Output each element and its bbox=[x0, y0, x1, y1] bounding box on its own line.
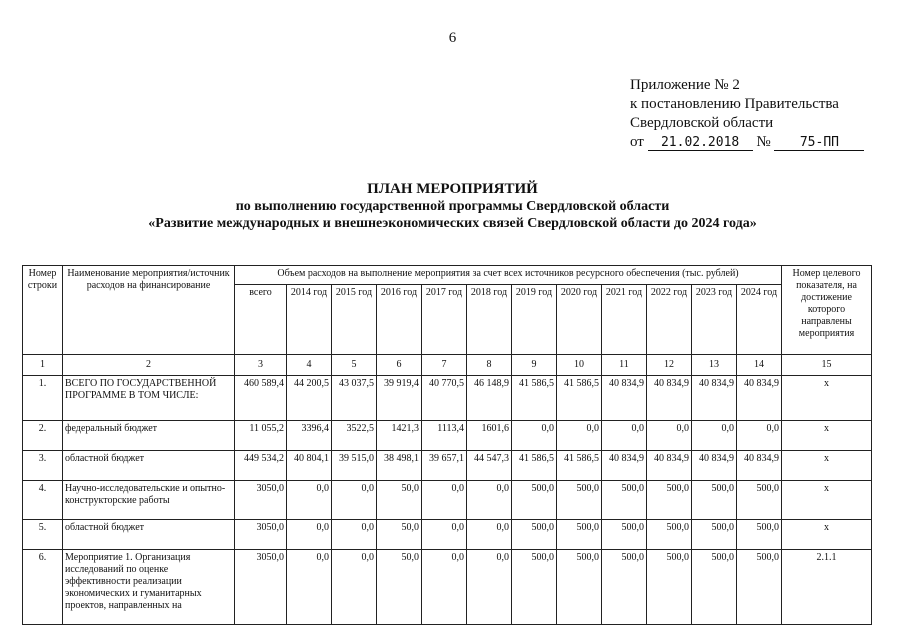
row-year-value-cell: 46 148,9 bbox=[467, 376, 512, 421]
column-number: 8 bbox=[467, 355, 512, 376]
row-year-value-cell: 43 037,5 bbox=[332, 376, 377, 421]
row-year-value-cell: 0,0 bbox=[422, 550, 467, 625]
header-row-number: Номер строки bbox=[23, 266, 63, 355]
row-year-value-cell: 500,0 bbox=[737, 550, 782, 625]
row-year-value-cell: 40 834,9 bbox=[737, 451, 782, 481]
header-year: 2016 год bbox=[377, 285, 422, 355]
row-year-value-cell: 500,0 bbox=[557, 550, 602, 625]
header-year: 2019 год bbox=[512, 285, 557, 355]
row-year-value-cell: 500,0 bbox=[512, 481, 557, 520]
header-target: Номер целевого показателя, на достижение которого направлены мероприятия bbox=[782, 266, 872, 355]
row-year-value-cell: 500,0 bbox=[602, 550, 647, 625]
row-year-value-cell: 500,0 bbox=[602, 520, 647, 550]
row-year-value-cell: 500,0 bbox=[602, 481, 647, 520]
table-row bbox=[23, 481, 872, 520]
row-year-value-cell: 44 200,5 bbox=[287, 376, 332, 421]
row-year-value-cell: 500,0 bbox=[557, 520, 602, 550]
row-name-cell: ВСЕГО ПО ГОСУДАРСТВЕННОЙ ПРОГРАММЕ В ТОМ ЧИСЛЕ: bbox=[63, 376, 235, 421]
row-target-cell: x bbox=[782, 520, 872, 550]
row-year-value-cell: 500,0 bbox=[647, 481, 692, 520]
row-year-value-cell: 40 834,9 bbox=[647, 376, 692, 421]
row-year-value-cell: 40 834,9 bbox=[737, 376, 782, 421]
resolution-number: 75-ПП bbox=[774, 135, 864, 151]
row-year-value-cell: 0,0 bbox=[737, 421, 782, 451]
row-year-value-cell: 1113,4 bbox=[422, 421, 467, 451]
page-number: 6 bbox=[448, 30, 457, 46]
table-body bbox=[23, 266, 872, 625]
row-year-value-cell: 500,0 bbox=[737, 481, 782, 520]
row-year-value-cell: 3396,4 bbox=[287, 421, 332, 451]
row-year-value-cell: 500,0 bbox=[737, 520, 782, 550]
row-year-value-cell: 0,0 bbox=[332, 520, 377, 550]
table-row bbox=[23, 421, 872, 451]
row-number-cell: 5. bbox=[23, 520, 63, 550]
header-year: 2017 год bbox=[422, 285, 467, 355]
row-year-value-cell: 500,0 bbox=[692, 520, 737, 550]
appendix-line-1: Приложение № 2 bbox=[630, 77, 740, 93]
row-year-value-cell: 500,0 bbox=[692, 550, 737, 625]
row-year-value-cell: 40 804,1 bbox=[287, 451, 332, 481]
row-year-value-cell: 0,0 bbox=[332, 550, 377, 625]
row-year-value-cell: 41 586,5 bbox=[557, 451, 602, 481]
row-year-value-cell: 0,0 bbox=[647, 421, 692, 451]
row-year-value-cell: 500,0 bbox=[692, 481, 737, 520]
row-year-value-cell: 39 657,1 bbox=[422, 451, 467, 481]
row-year-value-cell: 0,0 bbox=[287, 481, 332, 520]
row-year-value-cell: 0,0 bbox=[467, 481, 512, 520]
column-number: 14 bbox=[737, 355, 782, 376]
row-year-value-cell: 0,0 bbox=[467, 520, 512, 550]
plan-subtitle-1: по выполнению государственной программы Свердловской области bbox=[235, 199, 670, 214]
column-number: 7 bbox=[422, 355, 467, 376]
row-number-cell: 2. bbox=[23, 421, 63, 451]
row-target-cell: 2.1.1 bbox=[782, 550, 872, 625]
resolution-date: 21.02.2018 bbox=[648, 135, 753, 151]
row-year-value-cell: 1601,6 bbox=[467, 421, 512, 451]
table-row bbox=[23, 550, 872, 625]
column-number: 4 bbox=[287, 355, 332, 376]
row-year-value-cell: 44 547,3 bbox=[467, 451, 512, 481]
row-name-cell: областной бюджет bbox=[63, 520, 235, 550]
column-number: 12 bbox=[647, 355, 692, 376]
row-name-cell: Научно-исследовательские и опытно-конструкторские работы bbox=[63, 481, 235, 520]
row-year-value-cell: 40 834,9 bbox=[692, 376, 737, 421]
header-year: 2021 год bbox=[602, 285, 647, 355]
column-number: 2 bbox=[63, 355, 235, 376]
row-year-value-cell: 500,0 bbox=[557, 481, 602, 520]
row-year-value-cell: 0,0 bbox=[422, 481, 467, 520]
column-number: 15 bbox=[782, 355, 872, 376]
header-volume: Объем расходов на выполнение мероприятия за счет всех источников ресурсного обеспечения (тыс. рублей) bbox=[235, 266, 782, 285]
column-number: 6 bbox=[377, 355, 422, 376]
row-year-value-cell: 40 834,9 bbox=[602, 451, 647, 481]
row-year-value-cell: 40 834,9 bbox=[647, 451, 692, 481]
row-target-cell: x bbox=[782, 451, 872, 481]
header-year: 2020 год bbox=[557, 285, 602, 355]
row-year-value-cell: 39 515,0 bbox=[332, 451, 377, 481]
row-number-cell: 3. bbox=[23, 451, 63, 481]
header-year: 2015 год bbox=[332, 285, 377, 355]
appendix-line-2: к постановлению Правительства bbox=[630, 96, 839, 112]
row-year-value-cell: 40 834,9 bbox=[602, 376, 647, 421]
row-target-cell: x bbox=[782, 376, 872, 421]
row-year-value-cell: 0,0 bbox=[557, 421, 602, 451]
row-year-value-cell: 40 834,9 bbox=[692, 451, 737, 481]
header-name: Наименование мероприятия/источник расходов на финансирование bbox=[63, 266, 235, 355]
appendix-block bbox=[630, 76, 864, 152]
header-year: 2018 год bbox=[467, 285, 512, 355]
row-number-cell: 4. bbox=[23, 481, 63, 520]
table-row bbox=[23, 520, 872, 550]
row-year-value-cell: 40 770,5 bbox=[422, 376, 467, 421]
row-year-value-cell: 0,0 bbox=[422, 520, 467, 550]
row-total-cell: 3050,0 bbox=[235, 520, 287, 550]
row-target-cell: x bbox=[782, 481, 872, 520]
column-number: 1 bbox=[23, 355, 63, 376]
row-name-cell: Мероприятие 1. Организация исследований по оценке эффективности реализации экономических и гуманитарных проектов, направленных на bbox=[63, 550, 235, 625]
from-label: от bbox=[630, 134, 644, 150]
row-year-value-cell: 0,0 bbox=[467, 550, 512, 625]
row-year-value-cell: 0,0 bbox=[287, 520, 332, 550]
header-year: 2022 год bbox=[647, 285, 692, 355]
row-year-value-cell: 41 586,5 bbox=[512, 376, 557, 421]
row-name-cell: областной бюджет bbox=[63, 451, 235, 481]
column-number: 9 bbox=[512, 355, 557, 376]
row-total-cell: 11 055,2 bbox=[235, 421, 287, 451]
table-row bbox=[23, 451, 872, 481]
column-number: 11 bbox=[602, 355, 647, 376]
row-year-value-cell: 41 586,5 bbox=[512, 451, 557, 481]
header-row-1 bbox=[23, 266, 872, 285]
row-total-cell: 449 534,2 bbox=[235, 451, 287, 481]
row-year-value-cell: 41 586,5 bbox=[557, 376, 602, 421]
row-year-value-cell: 500,0 bbox=[647, 520, 692, 550]
column-number: 10 bbox=[557, 355, 602, 376]
column-number: 3 bbox=[235, 355, 287, 376]
plan-title: ПЛАН МЕРОПРИЯТИЙ bbox=[367, 181, 538, 197]
column-number: 13 bbox=[692, 355, 737, 376]
row-year-value-cell: 500,0 bbox=[512, 550, 557, 625]
row-year-value-cell: 0,0 bbox=[692, 421, 737, 451]
number-label: № bbox=[756, 134, 771, 150]
row-year-value-cell: 50,0 bbox=[377, 520, 422, 550]
row-year-value-cell: 0,0 bbox=[602, 421, 647, 451]
row-year-value-cell: 38 498,1 bbox=[377, 451, 422, 481]
table-row bbox=[23, 376, 872, 421]
row-year-value-cell: 1421,3 bbox=[377, 421, 422, 451]
row-target-cell: x bbox=[782, 421, 872, 451]
plan-subtitle-2: «Развитие международных и внешнеэкономических связей Свердловской области до 2024 года» bbox=[148, 216, 757, 231]
row-year-value-cell: 0,0 bbox=[512, 421, 557, 451]
row-name-cell: федеральный бюджет bbox=[63, 421, 235, 451]
row-year-value-cell: 0,0 bbox=[287, 550, 332, 625]
row-total-cell: 3050,0 bbox=[235, 550, 287, 625]
row-year-value-cell: 50,0 bbox=[377, 481, 422, 520]
header-total: всего bbox=[235, 285, 287, 355]
row-year-value-cell: 0,0 bbox=[332, 481, 377, 520]
appendix-line-4 bbox=[630, 133, 864, 152]
row-number-cell: 1. bbox=[23, 376, 63, 421]
plan-table bbox=[22, 265, 872, 625]
row-number-cell: 6. bbox=[23, 550, 63, 625]
row-year-value-cell: 39 919,4 bbox=[377, 376, 422, 421]
column-number: 5 bbox=[332, 355, 377, 376]
appendix-line-3: Свердловской области bbox=[630, 115, 774, 131]
row-total-cell: 460 589,4 bbox=[235, 376, 287, 421]
header-year: 2014 год bbox=[287, 285, 332, 355]
row-year-value-cell: 500,0 bbox=[512, 520, 557, 550]
header-year: 2023 год bbox=[692, 285, 737, 355]
row-year-value-cell: 50,0 bbox=[377, 550, 422, 625]
row-year-value-cell: 500,0 bbox=[647, 550, 692, 625]
row-total-cell: 3050,0 bbox=[235, 481, 287, 520]
column-number-row bbox=[23, 355, 872, 376]
header-year: 2024 год bbox=[737, 285, 782, 355]
row-year-value-cell: 3522,5 bbox=[332, 421, 377, 451]
